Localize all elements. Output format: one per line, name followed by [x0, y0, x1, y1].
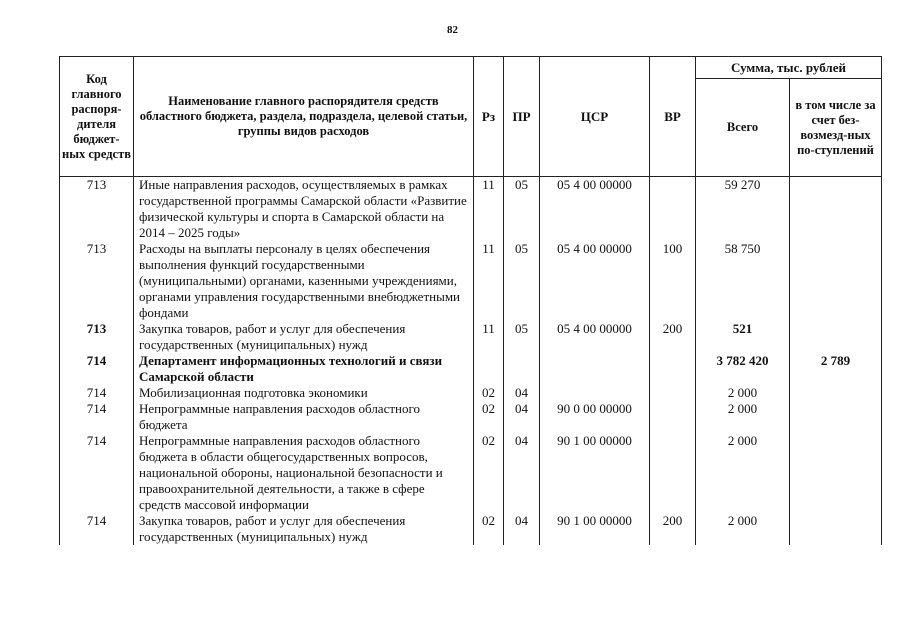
row-code: 714 — [60, 353, 134, 385]
row-total: 58 750 — [696, 241, 790, 321]
row-total: 2 000 — [696, 385, 790, 401]
header-vr: ВР — [650, 57, 696, 177]
row-rz: 11 — [474, 321, 504, 353]
row-name: Иные направления расходов, осуществляемых в рамках государственной программы Самарской области «Развитие физической культуры и спорта в Самарской области на 2014 – 2025 годы» — [134, 177, 474, 242]
table-row — [60, 385, 882, 401]
row-name: Департамент информационных технологий и связи Самарской области — [134, 353, 474, 385]
page-number: 82 — [447, 24, 458, 36]
row-vr — [650, 353, 696, 385]
row-vr — [650, 177, 696, 242]
row-pr: 05 — [504, 177, 540, 242]
row-code: 714 — [60, 513, 134, 545]
row-name: Закупка товаров, работ и услуг для обеспечения государственных (муниципальных) нужд — [134, 513, 474, 545]
row-rz: 02 — [474, 385, 504, 401]
row-pr — [504, 353, 540, 385]
table-row — [60, 241, 882, 321]
row-total: 2 000 — [696, 401, 790, 433]
row-vr — [650, 401, 696, 433]
row-vr: 100 — [650, 241, 696, 321]
row-total: 2 000 — [696, 433, 790, 513]
row-csr: 05 4 00 00000 — [540, 241, 650, 321]
row-code: 714 — [60, 401, 134, 433]
row-name: Расходы на выплаты персоналу в целях обеспечения выполнения функций государственными (муниципальными) органами, казенными учреждениями, органами управления государственными внебюджетными фондами — [134, 241, 474, 321]
table-row — [60, 513, 882, 545]
header-code: Код главного распоря-дителя бюджет-ных средств — [60, 57, 134, 177]
row-rz: 11 — [474, 177, 504, 242]
table-row — [60, 353, 882, 385]
row-name: Непрограммные направления расходов областного бюджета в области общегосударственных вопросов, национальной обороны, национальной безопасности и правоохранительной деятельности, а также в сфере средств массовой информации — [134, 433, 474, 513]
row-csr — [540, 353, 650, 385]
row-vr — [650, 433, 696, 513]
table-row — [60, 433, 882, 513]
row-rz: 02 — [474, 513, 504, 545]
row-csr: 90 0 00 00000 — [540, 401, 650, 433]
table-row — [60, 321, 882, 353]
header-rz: Рз — [474, 57, 504, 177]
row-name: Закупка товаров, работ и услуг для обеспечения государственных (муниципальных) нужд — [134, 321, 474, 353]
row-code: 714 — [60, 385, 134, 401]
row-code: 714 — [60, 433, 134, 513]
row-csr: 05 4 00 00000 — [540, 177, 650, 242]
row-vr: 200 — [650, 321, 696, 353]
row-total: 521 — [696, 321, 790, 353]
row-pr: 05 — [504, 321, 540, 353]
row-incl — [790, 241, 882, 321]
row-pr: 04 — [504, 401, 540, 433]
row-name: Мобилизационная подготовка экономики — [134, 385, 474, 401]
row-csr: 05 4 00 00000 — [540, 321, 650, 353]
table-row — [60, 401, 882, 433]
row-incl — [790, 433, 882, 513]
row-incl — [790, 177, 882, 242]
budget-table — [59, 56, 882, 545]
row-total: 59 270 — [696, 177, 790, 242]
row-incl: 2 789 — [790, 353, 882, 385]
row-rz — [474, 353, 504, 385]
row-pr: 04 — [504, 433, 540, 513]
row-code: 713 — [60, 241, 134, 321]
row-csr — [540, 385, 650, 401]
row-pr: 04 — [504, 513, 540, 545]
header-sum: Сумма, тыс. рублей — [696, 57, 882, 79]
row-vr: 200 — [650, 513, 696, 545]
row-code: 713 — [60, 177, 134, 242]
row-total: 3 782 420 — [696, 353, 790, 385]
row-pr: 05 — [504, 241, 540, 321]
header-total: Всего — [696, 79, 790, 177]
row-rz: 11 — [474, 241, 504, 321]
row-vr — [650, 385, 696, 401]
row-name: Непрограммные направления расходов областного бюджета — [134, 401, 474, 433]
row-incl — [790, 385, 882, 401]
header-incl: в том числе за счет без-возмезд-ных по-ступлений — [790, 79, 882, 177]
row-incl — [790, 401, 882, 433]
header-name: Наименование главного распорядителя средств областного бюджета, раздела, подраздела, целевой статьи, группы видов расходов — [134, 57, 474, 177]
row-incl — [790, 513, 882, 545]
row-rz: 02 — [474, 401, 504, 433]
row-total: 2 000 — [696, 513, 790, 545]
row-csr: 90 1 00 00000 — [540, 433, 650, 513]
row-incl — [790, 321, 882, 353]
row-rz: 02 — [474, 433, 504, 513]
table-row — [60, 177, 882, 242]
header-csr: ЦСР — [540, 57, 650, 177]
row-code: 713 — [60, 321, 134, 353]
header-pr: ПР — [504, 57, 540, 177]
row-pr: 04 — [504, 385, 540, 401]
row-csr: 90 1 00 00000 — [540, 513, 650, 545]
